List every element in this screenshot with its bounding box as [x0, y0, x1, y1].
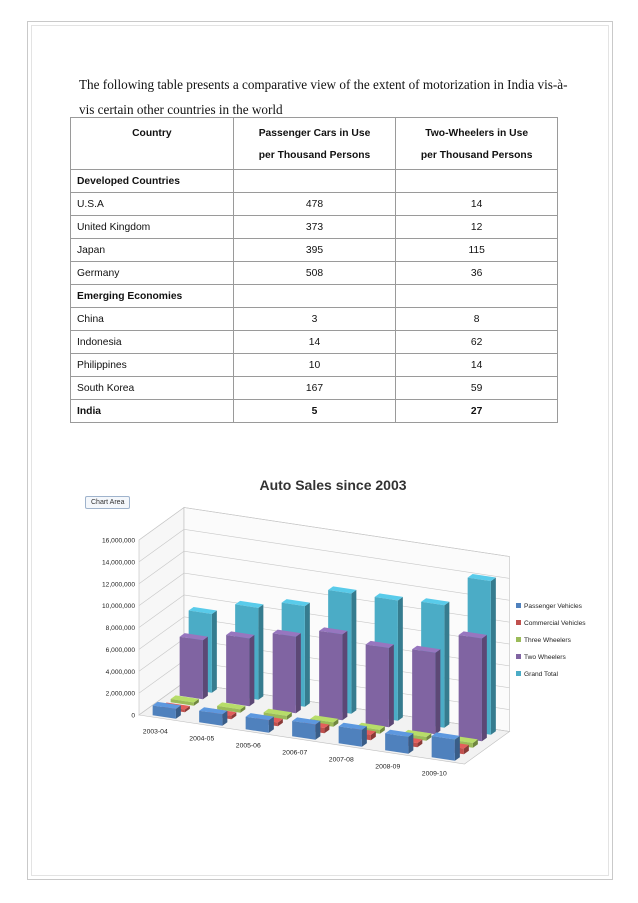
x-tick-label: 2006-07: [282, 749, 308, 757]
country-cell: South Korea: [71, 377, 234, 400]
table-row: [71, 239, 558, 262]
legend-label: Commercial Vehicles: [524, 620, 586, 627]
two-wheelers-cell: 8: [396, 308, 558, 331]
x-tick-label: 2004-05: [189, 735, 215, 743]
cars-cell: 5: [233, 400, 396, 423]
chart-svg: [77, 468, 597, 813]
table-row: [71, 193, 558, 216]
legend-swatch: [516, 603, 521, 608]
table-header-row: [71, 118, 558, 170]
y-tick-label: 4,000,000: [105, 668, 135, 676]
legend-label: Two Wheelers: [524, 654, 566, 661]
two-wheelers-cell: 14: [396, 354, 558, 377]
section-row-emerging: [71, 285, 558, 308]
y-tick-label: 14,000,000: [101, 559, 135, 567]
two-wheelers-cell: 14: [396, 193, 558, 216]
y-tick-label: 0: [131, 712, 135, 720]
section-label: Emerging Economies: [71, 285, 234, 308]
motorization-table: [70, 117, 558, 423]
legend-swatch: [516, 671, 521, 676]
cars-cell: 478: [233, 193, 396, 216]
chart-title: Auto Sales since 2003: [259, 477, 407, 493]
country-cell: U.S.A: [71, 193, 234, 216]
bar-passenger-vehicles-2009-10: [432, 732, 460, 760]
bar-two-wheelers-2005-06: [273, 630, 301, 714]
table-row: [71, 216, 558, 239]
bar-passenger-vehicles-2006-07: [292, 717, 320, 739]
y-tick-label: 2,000,000: [105, 690, 135, 698]
cars-cell: 167: [233, 377, 396, 400]
legend-label: Grand Total: [524, 671, 558, 678]
bar-passenger-vehicles-2005-06: [246, 713, 274, 733]
two-wheelers-cell: 115: [396, 239, 558, 262]
chart-area-button[interactable]: Chart Area: [85, 496, 130, 509]
country-cell: United Kingdom: [71, 216, 234, 239]
two-wheelers-cell: 12: [396, 216, 558, 239]
two-wheelers-cell: 36: [396, 262, 558, 285]
two-wheelers-cell: 27: [396, 400, 558, 423]
x-tick-label: 2003-04: [142, 728, 168, 736]
bar-passenger-vehicles-2007-08: [339, 723, 367, 747]
bar-two-wheelers-2008-09: [412, 646, 440, 735]
cars-cell: 395: [233, 239, 396, 262]
header-country: Country: [71, 118, 234, 170]
header-two-wheelers: [396, 118, 558, 170]
intro-line-1: The following table presents a comparative view of the extent of motorization in India vis-à-: [79, 77, 568, 92]
table-row: [71, 377, 558, 400]
bar-passenger-vehicles-2008-09: [385, 730, 413, 754]
bar-two-wheelers-2007-08: [366, 641, 394, 727]
x-tick-label: 2005-06: [235, 742, 261, 750]
country-cell: Indonesia: [71, 331, 234, 354]
table-row: [71, 308, 558, 331]
country-cell: Germany: [71, 262, 234, 285]
legend-swatch: [516, 620, 521, 625]
intro-line-2: vis certain other countries in the world: [79, 102, 283, 117]
y-tick-label: 6,000,000: [105, 646, 135, 654]
y-tick-label: 12,000,000: [101, 581, 135, 589]
header-cars-line2: per Thousand Persons: [258, 150, 371, 161]
legend-label: Three Wheelers: [524, 637, 571, 644]
x-tick-label: 2009-10: [421, 770, 447, 778]
cars-cell: 3: [233, 308, 396, 331]
table-row: [71, 354, 558, 377]
section-row-developed: [71, 170, 558, 193]
table-row: [71, 262, 558, 285]
country-cell: India: [71, 400, 234, 423]
cars-cell: 10: [233, 354, 396, 377]
cars-cell: 508: [233, 262, 396, 285]
country-cell: Philippines: [71, 354, 234, 377]
country-cell: Japan: [71, 239, 234, 262]
two-wheelers-cell: 59: [396, 377, 558, 400]
bar-two-wheelers-2003-04: [180, 633, 208, 699]
header-cars-line1: Passenger Cars in Use: [258, 128, 371, 139]
two-wheelers-cell: 62: [396, 331, 558, 354]
intro-paragraph: [79, 72, 579, 122]
cars-cell: 14: [233, 331, 396, 354]
bar-two-wheelers-2006-07: [319, 627, 347, 720]
country-cell: China: [71, 308, 234, 331]
header-passenger-cars: [233, 118, 396, 170]
x-tick-label: 2007-08: [328, 756, 354, 764]
auto-sales-chart: [77, 468, 597, 813]
legend-label: Passenger Vehicles: [524, 603, 582, 610]
bar-two-wheelers-2004-05: [226, 631, 254, 706]
table-row: [71, 331, 558, 354]
header-two-line2: per Thousand Persons: [420, 150, 533, 161]
bar-two-wheelers-2009-10: [459, 631, 487, 741]
y-tick-label: 10,000,000: [101, 603, 135, 611]
x-tick-label: 2008-09: [375, 763, 401, 771]
legend-swatch: [516, 654, 521, 659]
table-row-india: [71, 400, 558, 423]
y-tick-label: 8,000,000: [105, 625, 135, 632]
legend-swatch: [516, 637, 521, 642]
cars-cell: 373: [233, 216, 396, 239]
header-two-line1: Two-Wheelers in Use: [425, 128, 529, 139]
y-tick-label: 16,000,000: [101, 537, 135, 545]
section-label: Developed Countries: [71, 170, 234, 193]
